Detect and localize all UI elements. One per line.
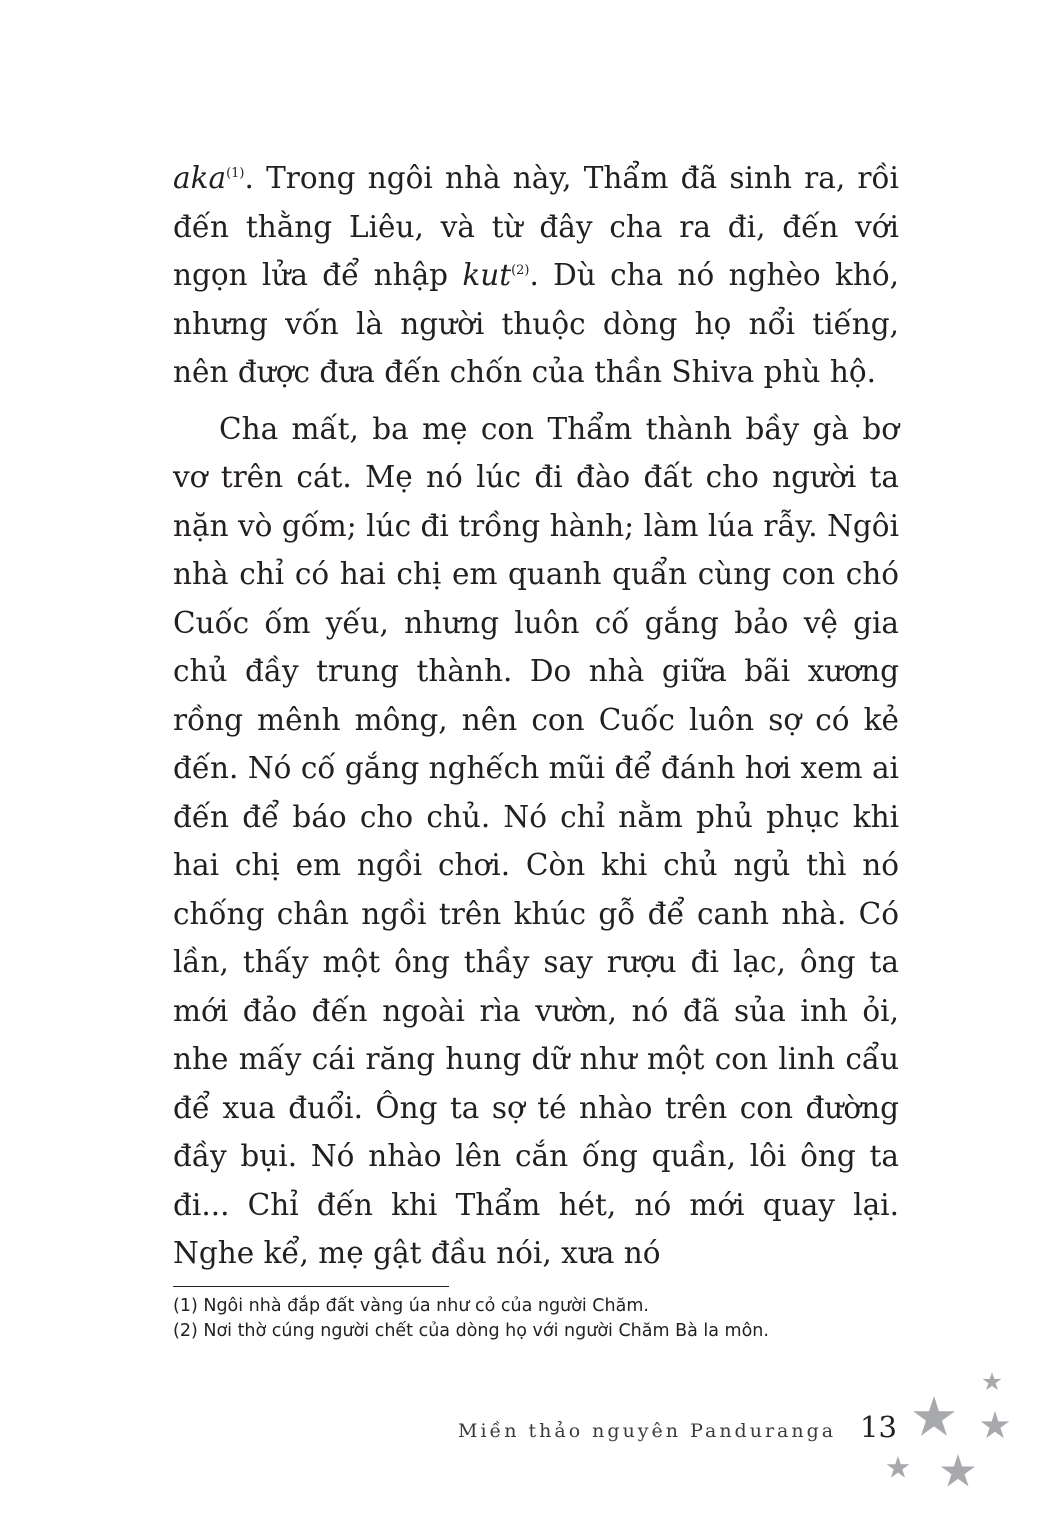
term-aka: aka [173, 161, 227, 195]
body-text [173, 154, 899, 1278]
page-number: 13 [860, 1410, 897, 1444]
paragraph-text: . Trong ngôi nhà này, Thẩm đã sinh ra, rồi đến thằng Liêu, và từ đây cha ra đi, đến với ngọn lửa để nhập [173, 161, 899, 292]
footnote-divider [173, 1286, 449, 1287]
footnote-ref-2: (2) [511, 263, 530, 279]
term-kut: kut [462, 258, 512, 292]
paragraph [173, 405, 899, 1278]
stars-icon [880, 1368, 1030, 1498]
paragraph-text: Cha mất, ba mẹ con Thẩm thành bầy gà bơ vơ trên cát. Mẹ nó lúc đi đào đất cho người ta nặn vò gốm; lúc đi trồng hành; làm lúa rẫy. Ngôi nhà chỉ có hai chị em quanh quẩn cùng con chó Cuốc ốm yếu, nhưng luôn cố gắng bảo vệ gia chủ đầy trung thành. Do nhà giữa bãi xương rồng mênh mông, nên con Cuốc luôn sợ có kẻ đến. Nó cố gắng nghếch mũi để đánh hơi xem ai đến để báo cho chủ. Nó chỉ nằm phủ phục khi hai chị em ngồi chơi. Còn khi chủ ngủ thì nó chống chân ngồi trên khúc gỗ để canh nhà. Có lần, thấy một ông thầy say rượu đi lạc, ông ta mới đảo đến ngoài rìa vườn, nó đã sủa inh ỏi, nhe mấy cái răng hung dữ như một con linh cẩu để xua đuổi. Ông ta sợ té nhào trên con đường đầy bụi. Nó nhào lên cắn ống quần, lôi ông ta đi... Chỉ đến khi Thẩm hét, nó mới quay lại. Nghe kể, mẹ gật đầu nói, xưa nó [173, 411, 899, 1270]
running-title: Miền thảo nguyên Panduranga [458, 1420, 837, 1442]
footnote-2: (2) Nơi thờ cúng người chết của dòng họ với người Chăm Bà la môn. [173, 1321, 769, 1341]
footnote-ref-1: (1) [226, 166, 245, 182]
paragraph-text: . Dù cha nó nghèo khó, nhưng vốn là người thuộc dòng họ nổi tiếng, nên được đưa đến chốn của thần Shiva phù hộ. [173, 258, 899, 389]
footnote-1: (1) Ngôi nhà đắp đất vàng úa như cỏ của người Chăm. [173, 1296, 649, 1316]
paragraph [173, 154, 899, 397]
footnotes [173, 1294, 933, 1344]
